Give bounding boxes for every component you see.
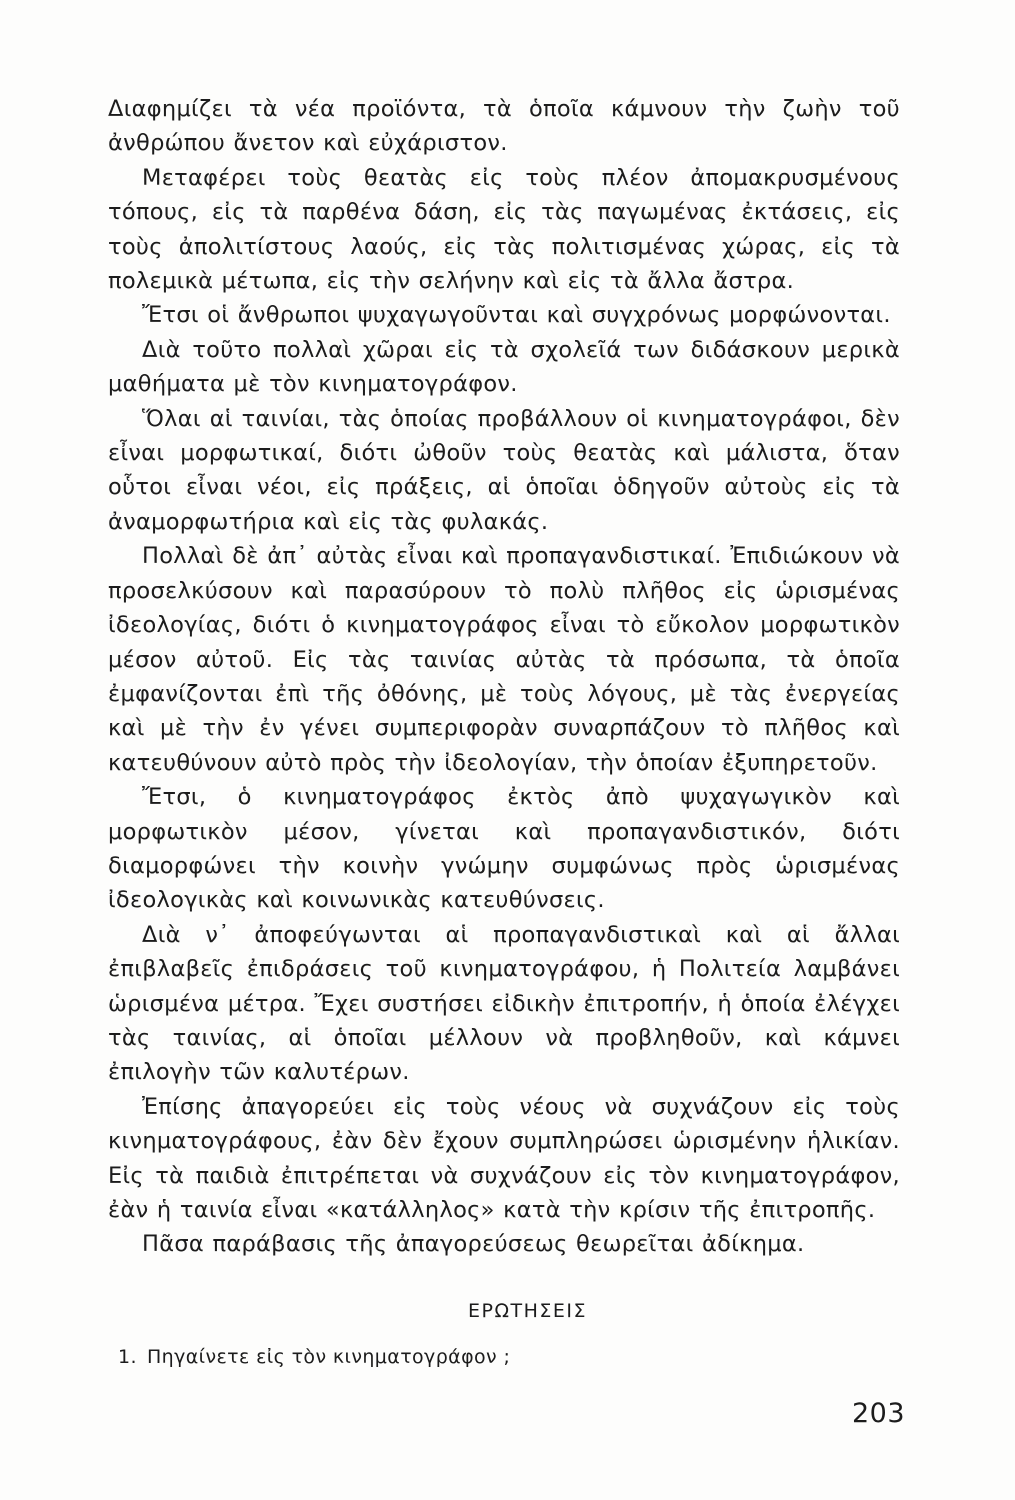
question-item <box>118 1346 510 1368</box>
paragraph: Διὰ ν᾽ ἀποφεύγωνται αἱ προπαγανδιστικαὶ καὶ αἱ ἄλλαι ἐπιβλαβεῖς ἐπιδράσεις τοῦ κινηματογράφου, ἡ Πολιτεία λαμβάνει ὡρισμένα μέτρα. Ἔχει συστήσει εἰδικὴν ἐπιτροπήν, ἡ ὁποία ἐλέγχει τὰς ταινίας, αἱ ὁποῖαι μέλλουν νὰ προβληθοῦν, καὶ κάμνει ἐπιλογὴν τῶν καλυτέρων. <box>108 921 900 1086</box>
paragraph: Μεταφέρει τοὺς θεατὰς εἰς τοὺς πλέον ἀπομακρυσμένους τόπους, εἰς τὰ παρθένα δάση, εἰς τὰς παγωμένας ἐκτάσεις, εἰς τοὺς ἀπολιτίστους λαούς, εἰς τὰς πολιτισμένας χώρας, εἰς τὰ πολεμικὰ μέτωπα, εἰς τὴν σελήνην καὶ εἰς τὰ ἄλλα ἄστρα. <box>108 164 900 295</box>
question-number: 1. <box>118 1346 137 1368</box>
paragraph: Ἐπίσης ἀπαγορεύει εἰς τοὺς νέους νὰ συχνάζουν εἰς τοὺς κινηματογράφους, ἐὰν δὲν ἔχουν συμπληρώσει ὡρισμένην ἡλικίαν. Εἰς τὰ παιδιὰ ἐπιτρέπεται νὰ συχνάζουν εἰς τὸν κινηματογράφον, ἐὰν ἡ ταινία εἶναι «κατάλληλος» κατὰ τὴν κρίσιν τῆς ἐπιτροπῆς. <box>108 1093 900 1223</box>
page-number: 203 <box>852 1398 906 1429</box>
question-text: Πηγαίνετε εἰς τὸν κινηματογράφον ; <box>146 1346 511 1368</box>
paragraph: Διαφημίζει τὰ νέα προϊόντα, τὰ ὁποῖα κάμνουν τὴν ζωὴν τοῦ ἀνθρώπου ἄνετον καὶ εὐχάριστον. <box>108 96 900 157</box>
paragraph: Ἔτσι, ὁ κινηματογράφος ἐκτὸς ἀπὸ ψυχαγωγικὸν καὶ μορφωτικὸν μέσον, γίνεται καὶ προπαγανδιστικόν, διότι διαμορφώνει τὴν κοινὴν γνώμην συμφώνως πρὸς ὡρισμένας ἰδεολογικὰς καὶ κοινωνικὰς κατευθύνσεις. <box>108 784 900 914</box>
paragraph: Πᾶσα παράβασις τῆς ἀπαγορεύσεως θεωρεῖται ἀδίκημα. <box>142 1231 805 1258</box>
body-text <box>108 92 900 1262</box>
questions-heading: ΕΡΩΤΗΣΕΙΣ <box>468 1300 587 1322</box>
paragraph: Ἔτσι οἱ ἄνθρωποι ψυχαγωγοῦνται καὶ συγχρόνως μορφώνονται. <box>142 302 891 329</box>
paragraph: Ὅλαι αἱ ταινίαι, τὰς ὁποίας προβάλλουν οἱ κινηματογράφοι, δὲν εἶναι μορφωτικαί, διότι ὠθοῦν τοὺς θεατὰς καὶ μάλιστα, ὅταν οὗτοι εἶναι νέοι, εἰς πράξεις, αἱ ὁποῖαι ὁδηγοῦν αὐτοὺς εἰς τὰ ἀναμορφωτήρια καὶ εἰς τὰς φυλακάς. <box>108 405 900 535</box>
paragraph: Διὰ τοῦτο πολλαὶ χῶραι εἰς τὰ σχολεῖά των διδάσκουν μερικὰ μαθήματα μὲ τὸν κινηματογράφον. <box>108 336 900 398</box>
paragraph: Πολλαὶ δὲ ἀπ᾽ αὐτὰς εἶναι καὶ προπαγανδιστικαί. Ἐπιδιώκουν νὰ προσελκύσουν καὶ παρασύρουν τὸ πολὺ πλῆθος εἰς ὡρισμένας ἰδεολογίας, διότι ὁ κινηματογράφος εἶναι τὸ εὔκολον μορφωτικὸν μέσον αὐτοῦ. Εἰς τὰς ταινίας αὐτὰς τὰ πρόσωπα, τὰ ὁποῖα ἐμφανίζονται ἐπὶ τῆς ὀθόνης, μὲ τοὺς λόγους, μὲ τὰς ἐνεργείας καὶ μὲ τὴν ἐν γένει συμπεριφορὰν συναρπάζουν τὸ πλῆθος καὶ κατευθύνουν αὐτὸ πρὸς τὴν ἰδεολογίαν, τὴν ὁποίαν ἐξυπηρετοῦν. <box>108 543 900 776</box>
